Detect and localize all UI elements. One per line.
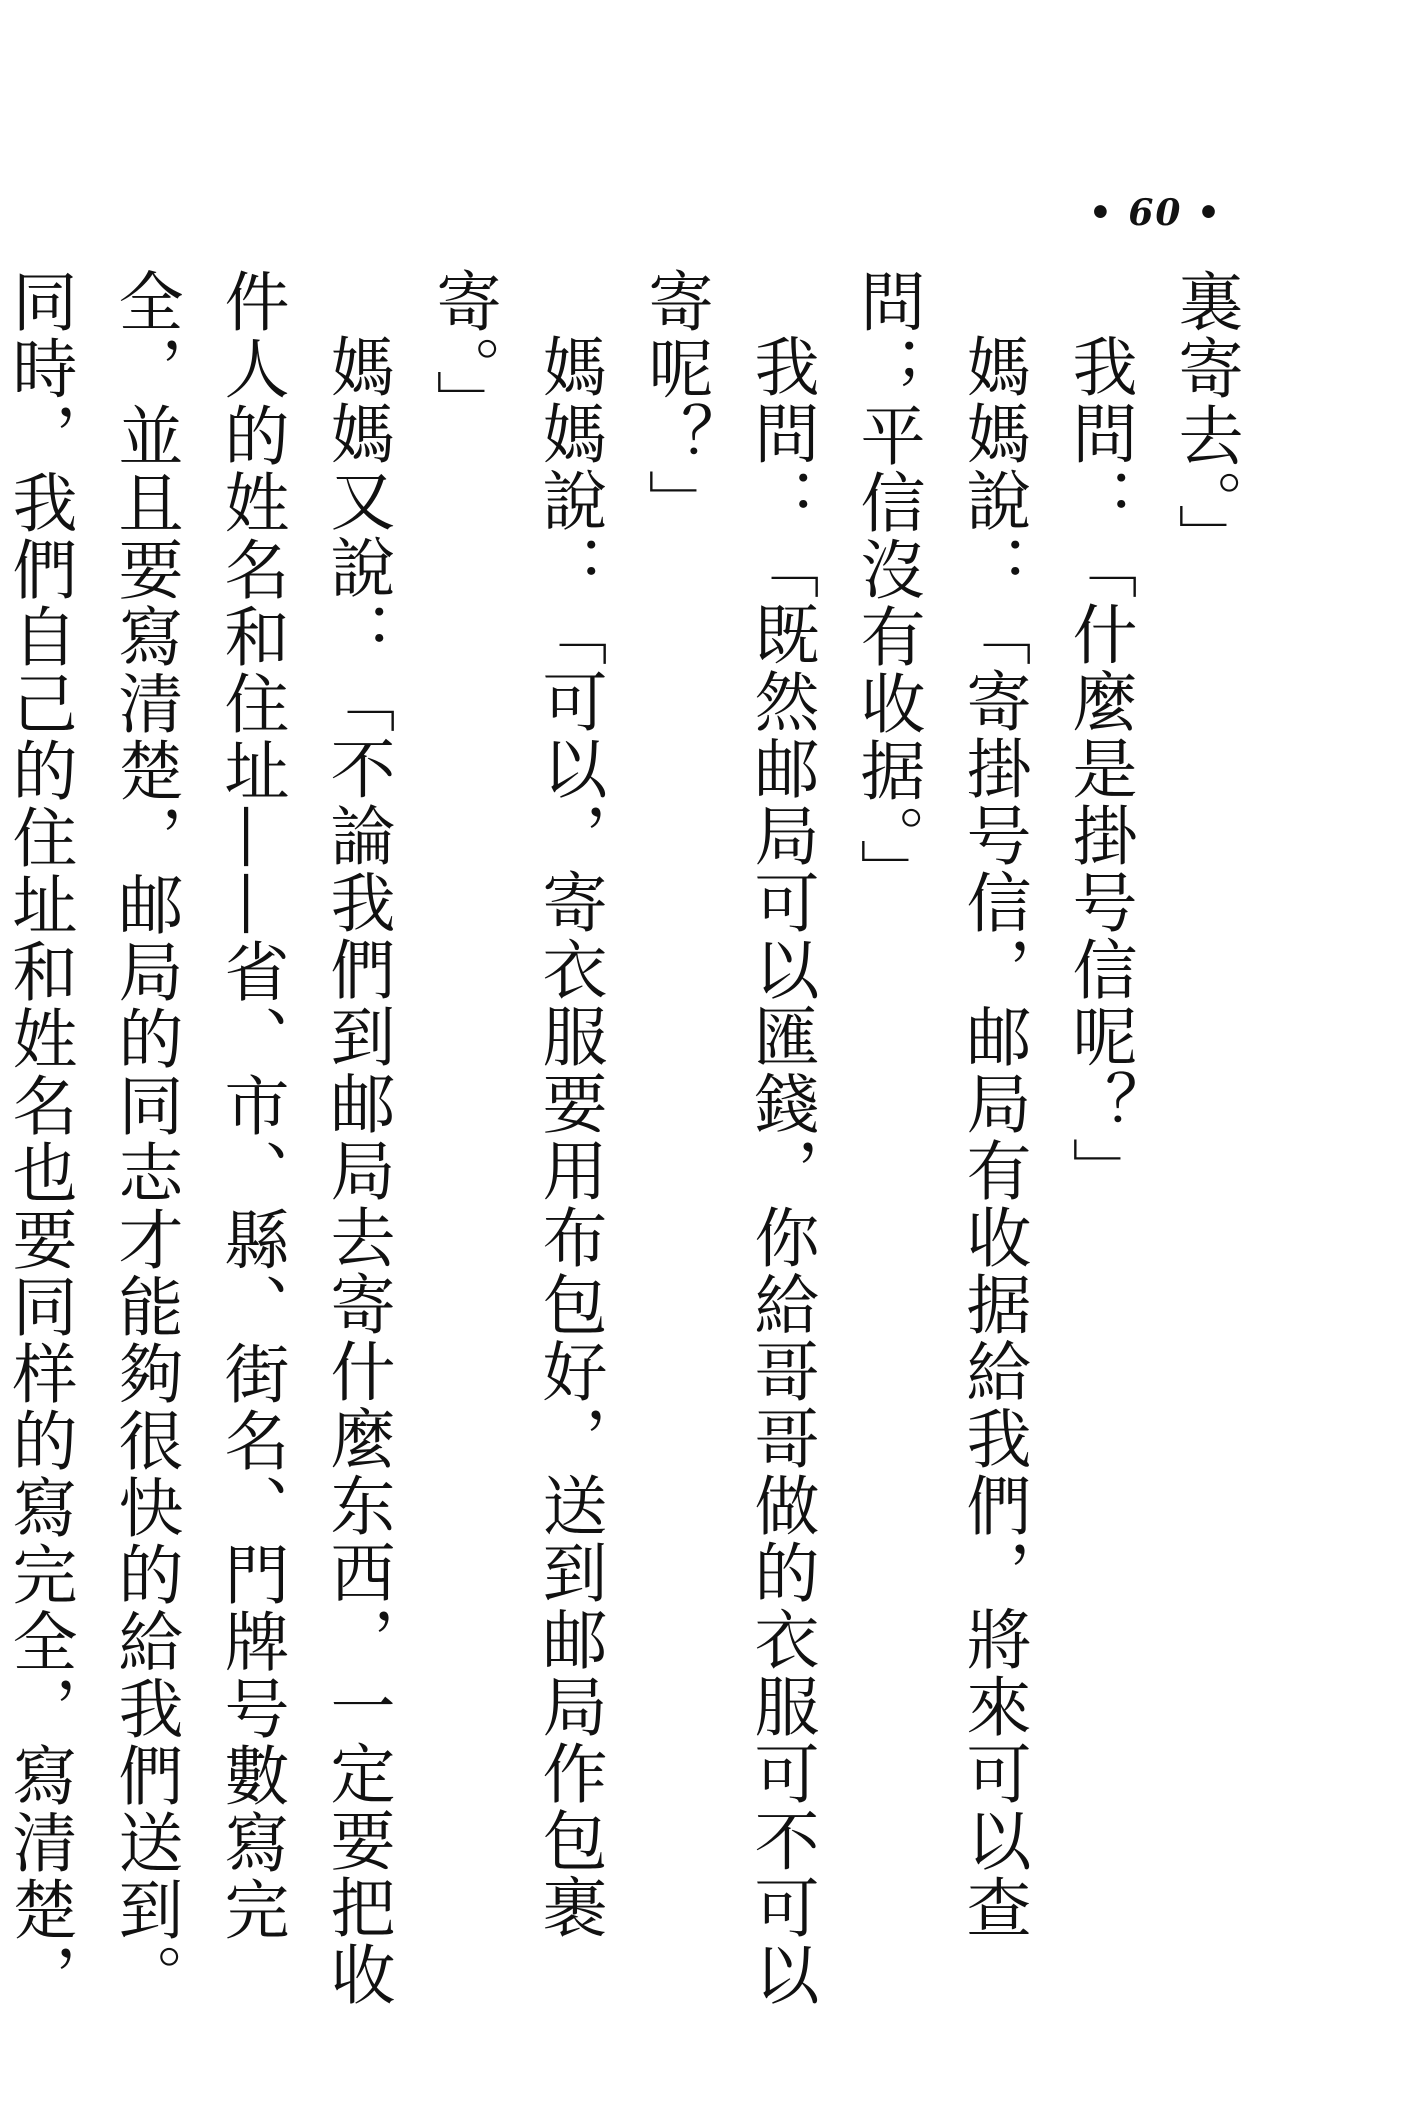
page-number: • 60 • (1088, 192, 1222, 234)
paragraph-continuation: 裏寄去。」 (1167, 268, 1242, 571)
paragraph-question-registered-mail: 我問：「什麼是掛号信呢？」 (1061, 333, 1136, 1204)
vertical-text-body (1, 268, 1257, 2028)
paragraph-answer-registered-mail: 媽媽說：「寄掛号信，邮局有收据給我們，將來可以查問；平信沒有收据。」 (849, 268, 1030, 1941)
paragraph-address-instructions: 媽媽又說：「不論我們到邮局去寄什麼东西，一定要把收件人的姓名和住址——省、市、縣、街名、門牌号數寫完全，並且要寫清楚，邮局的同志才能夠很快的給我們送到。同時，我們自己的住址和姓名也要同样的寫完全，寫清楚， (1, 268, 394, 2010)
paragraph-answer-parcel: 媽媽說：「可以，寄衣服要用布包好，送到邮局作包裹寄。」 (425, 268, 606, 1941)
paragraph-question-send-clothes: 我問：「既然邮局可以匯錢，你給哥哥做的衣服可不可以寄呢？」 (637, 268, 818, 2008)
